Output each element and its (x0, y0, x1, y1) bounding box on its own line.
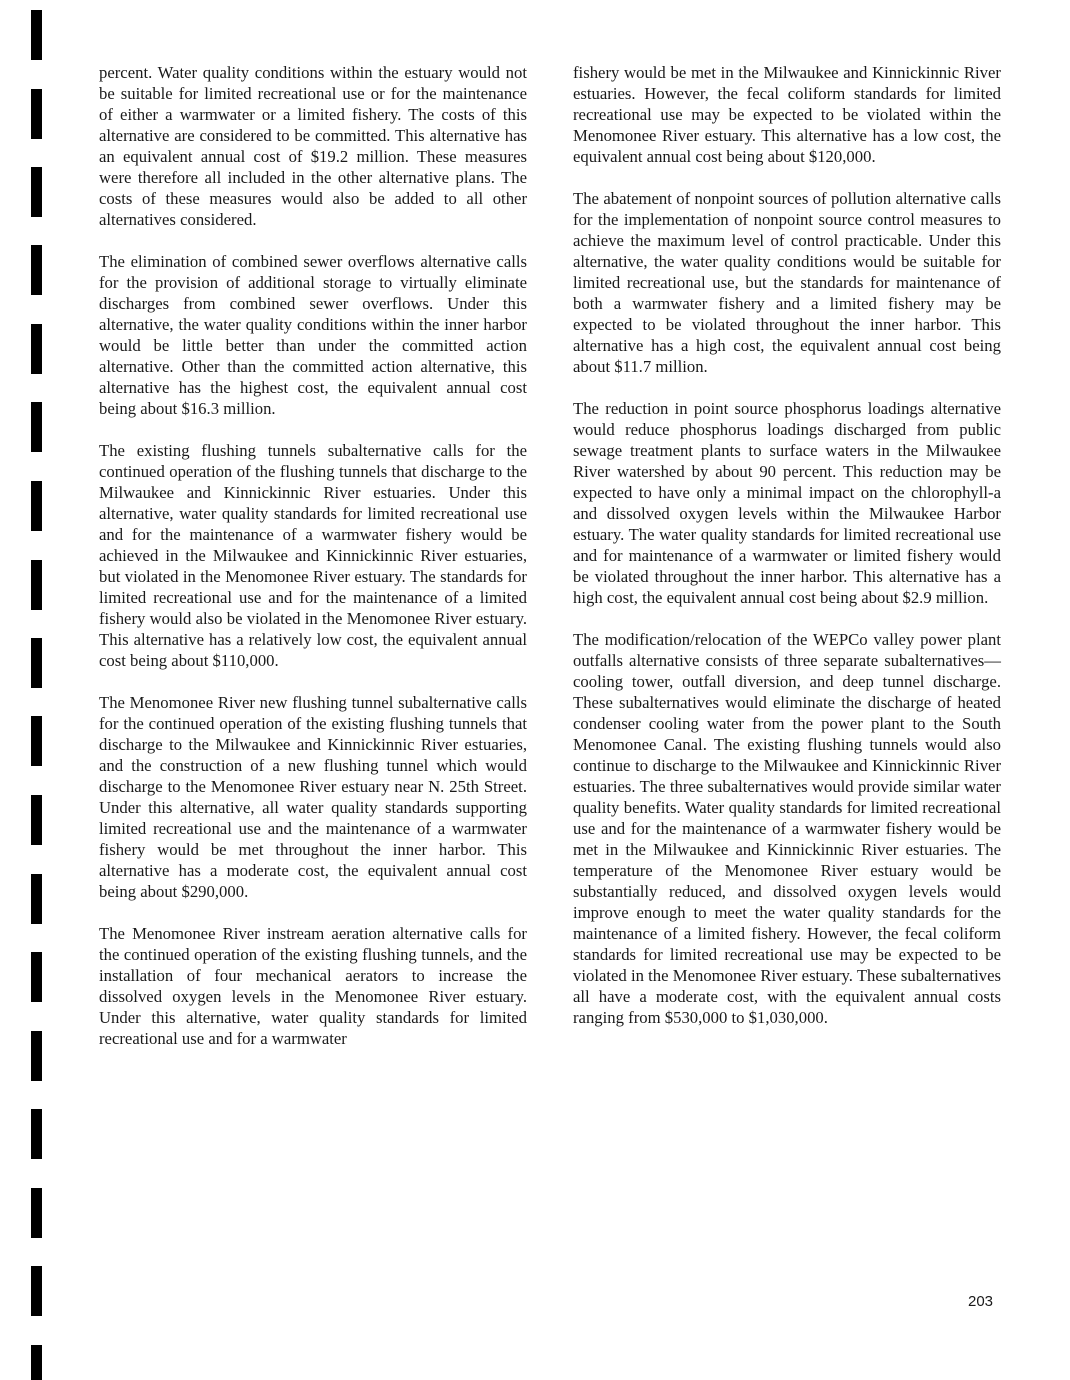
binding-mark (31, 167, 42, 217)
binding-mark (31, 952, 42, 1002)
binding-mark (31, 1031, 42, 1081)
binding-mark (31, 481, 42, 531)
paragraph: The existing flushing tunnels subalternative calls for the continued operation of the flushing tunnels that discharge to the Milwaukee and Kinnickinnic River estuaries. Under this alternative, water quality standards for limited recreational use and for the maintenance of a warmwater fishery would be achieved in the Milwaukee and Kinnickinnic River estuaries, but violated in the Menomonee River estuary. The standards for limited recreational use and for the maintenance of a limited fishery would also be violated in the Menomonee River estuary. This alternative has a relatively low cost, the equivalent annual cost being about $110,000. (99, 441, 527, 670)
binding-mark (31, 795, 42, 845)
binding-mark (31, 245, 42, 295)
right-text-column (573, 62, 1001, 1049)
page-number: 203 (968, 1293, 994, 1310)
paragraph: The modification/relocation of the WEPCo valley power plant outfalls alternative consists of three separate subalternatives—cooling tower, outfall diversion, and deep tunnel discharge. These subalternatives would eliminate the discharge of heated condenser cooling water from the power plant to the South Menomonee Canal. The existing flushing tunnels would also continue to discharge to the Milwaukee and Kinnickinnic River estuaries. The three subalternatives would provide similar water quality benefits. Water quality standards for limited recreational use and for the maintenance of a warmwater fishery would be met in the Milwaukee and Kinnickinnic River estuaries. The temperature of the Menomonee River estuary would be substantially reduced, and dissolved oxygen levels would improve enough to meet the water quality standards for the maintenance of a limited fishery. However, the fecal coliform standards for limited recreational use may be expected to be violated in the Menomonee River estuary. These subalternatives all have a moderate cost, with the equivalent annual costs ranging from $530,000 to $1,030,000. (573, 630, 1001, 1027)
binding-mark (31, 1345, 42, 1380)
paragraph: The abatement of nonpoint sources of pollution alternative calls for the implementation of nonpoint source control measures to achieve the maximum level of control practicable. Under this alternative, the water quality conditions would be suitable for limited recreational use, but the standards for maintenance of both a warmwater fishery and a limited fishery may be expected to be violated throughout the inner harbor. This alternative has a high cost, the equivalent annual cost being about $11.7 million. (573, 189, 1001, 376)
binding-mark (31, 1188, 42, 1238)
paragraph: percent. Water quality conditions within the estuary would not be suitable for limited recreational use or for the maintenance of either a warmwater or a limited fishery. The costs of this alternative are considered to be committed. This alternative has an equivalent annual cost of $19.2 million. These measures were therefore all included in the other alternative plans. The costs of these measures would also be added to all other alternatives considered. (99, 63, 527, 229)
binding-mark (31, 560, 42, 610)
binding-mark (31, 638, 42, 688)
paragraph: The reduction in point source phosphorus loadings alternative would reduce phosphorus loadings discharged from public sewage treatment plants to surface waters in the Milwaukee River watershed by about 90 percent. This reduction may be expected to have only a minimal impact on the chlorophyll-a and dissolved oxygen levels within the Milwaukee Harbor estuary. The water quality standards for limited recreational use and for maintenance of a warmwater or limited fishery would be violated throughout the inner harbor. This alternative has a high cost, the equivalent annual cost being about $2.9 million. (573, 399, 1001, 607)
binding-mark (31, 874, 42, 924)
binding-mark (31, 1109, 42, 1159)
binding-mark (31, 89, 42, 139)
binding-mark (31, 402, 42, 452)
paragraph: The Menomonee River new flushing tunnel subalternative calls for the continued operation of the existing flushing tunnels that discharge to the Milwaukee and Kinnickinnic River estuaries, and the construction of a new flushing tunnel which would discharge to the Menomonee River estuary near N. 25th Street. Under this alternative, all water quality standards supporting limited recreational use and the maintenance of a warmwater fishery would be met throughout the inner harbor. This alternative has a moderate cost, the equivalent annual cost being about $290,000. (99, 693, 527, 901)
binding-mark (31, 10, 42, 60)
binding-mark (31, 324, 42, 374)
binding-mark (31, 716, 42, 766)
binding-mark (31, 1266, 42, 1316)
paragraph: The Menomonee River instream aeration alternative calls for the continued operation of the existing flushing tunnels, and the installation of four mechanical aerators to increase the dissolved oxygen levels in the Menomonee River estuary. Under this alternative, water quality standards for limited recreational use and for a warmwater (99, 924, 527, 1048)
left-text-column (99, 62, 527, 1070)
paragraph: fishery would be met in the Milwaukee and Kinnickinnic River estuaries. However, the fecal coliform standards for limited recreational use may be expected to be violated within the Menomonee River estuary. This alternative has a low cost, the equivalent annual cost being about $120,000. (573, 63, 1001, 166)
paragraph: The elimination of combined sewer overflows alternative calls for the provision of additional storage to virtually eliminate discharges from combined sewer overflows. Under this alternative, the water quality conditions within the inner harbor would be little better than under the committed action alternative. Other than the committed action alternative, this alternative has the highest cost, the equivalent annual cost being about $16.3 million. (99, 252, 527, 418)
